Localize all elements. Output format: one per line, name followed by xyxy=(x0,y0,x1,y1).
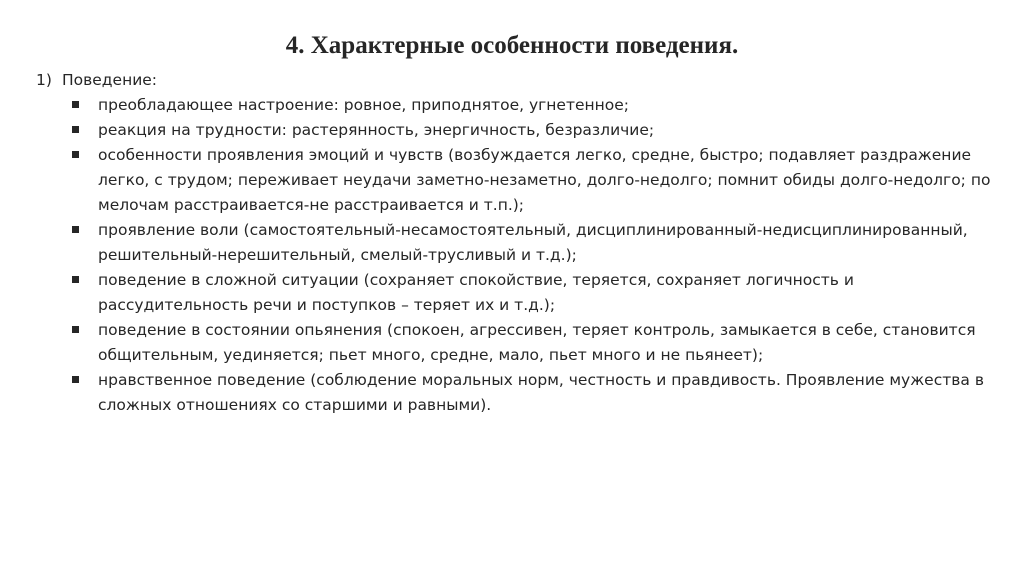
list-item-text: проявление воли (самостоятельный-несамостоятельный, дисциплинированный-недисциплинированный, решительный-нерешительный, смелый-трусливый и т.д.); xyxy=(98,221,968,264)
list-item-text: преобладающее настроение: ровное, приподнятое, угнетенное; xyxy=(98,96,630,114)
slide-title: 4. Характерные особенности поведения. xyxy=(285,32,739,59)
square-bullet-icon xyxy=(72,101,79,108)
list-item xyxy=(36,218,996,268)
list-item xyxy=(36,318,996,368)
list-item-text: реакция на трудности: растерянность, энергичность, безразличие; xyxy=(98,121,655,139)
list-item-text: нравственное поведение (соблюдение моральных норм, честность и правдивость. Проявление мужества в сложных отношениях со старшими и равными). xyxy=(98,371,984,414)
list-item-text: поведение в состоянии опьянения (спокоен, агрессивен, теряет контроль, замыкается в себе, становится общительным, уединяется; пьет много, средне, мало, пьет много и не пьянеет); xyxy=(98,321,976,364)
list-item xyxy=(36,268,996,318)
square-bullet-icon xyxy=(72,226,79,233)
square-bullet-icon xyxy=(72,276,79,283)
list-item-text: поведение в сложной ситуации (сохраняет спокойствие, теряется, сохраняет логичность и рассудительность речи и поступков – теряет их и т.д.); xyxy=(98,271,854,314)
list-item-text: особенности проявления эмоций и чувств (возбуждается легко, средне, быстро; подавляет раздражение легко, с трудом; переживает неудачи заметно-незаметно, долго-недолго; помнит обиды долго-недолго; по мелочам расстраивается-не расстраивается и т.п.); xyxy=(98,146,991,214)
section-heading xyxy=(36,68,996,93)
section-number: 1) xyxy=(36,71,52,89)
list-item xyxy=(36,143,996,218)
square-bullet-icon xyxy=(72,126,79,133)
section-label: Поведение: xyxy=(62,71,158,89)
behavior-list xyxy=(36,93,996,418)
list-item xyxy=(36,93,996,118)
list-item xyxy=(36,118,996,143)
list-item xyxy=(36,368,996,418)
square-bullet-icon xyxy=(72,376,79,383)
square-bullet-icon xyxy=(72,326,79,333)
square-bullet-icon xyxy=(72,151,79,158)
slide-content xyxy=(36,68,996,418)
